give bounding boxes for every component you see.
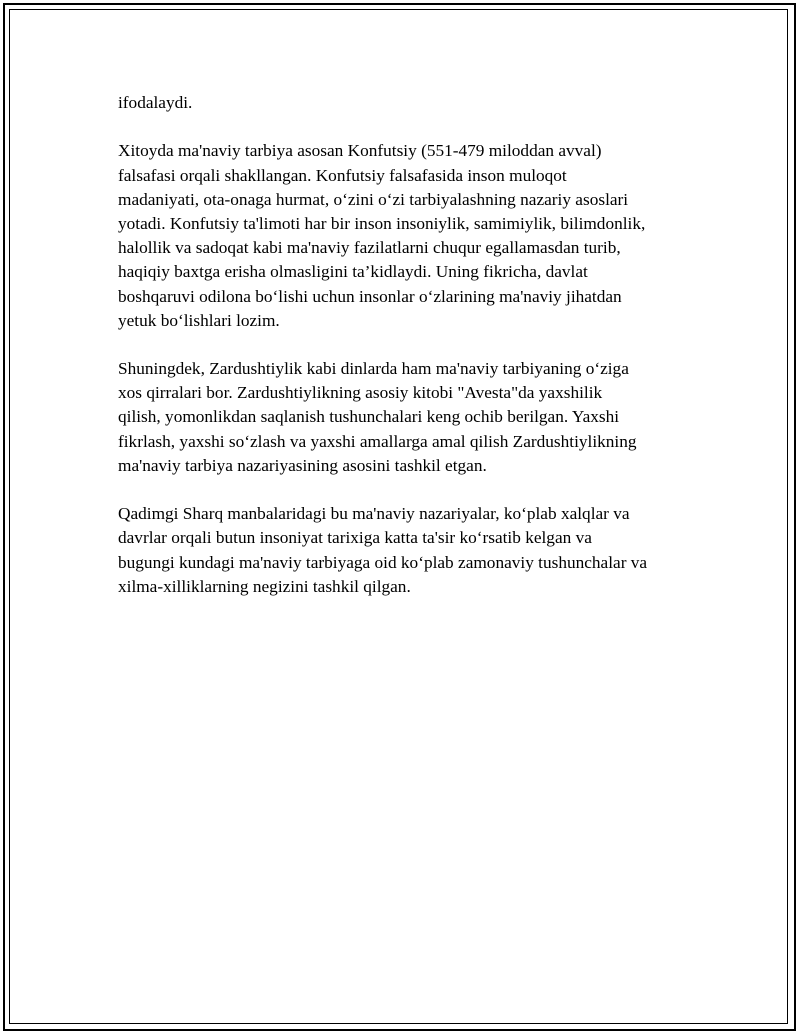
paragraph-qadimgi-sharq [118,502,718,599]
text-line: haqiqiy baxtga erisha olmasligini ta’kidlaydi. Uning fikricha, davlat [118,262,588,282]
text-line: davrlar orqali butun insoniyat tarixiga katta ta'sir ko‘rsatib kelgan va [118,528,592,548]
text-line: yetuk bo‘lishlari lozim. [118,310,280,330]
text-line: falsafasi orqali shakllangan. Konfutsiy falsafasida inson muloqot [118,165,567,185]
text-line: boshqaruvi odilona bo‘lishi uchun insonlar o‘zlarining ma'naviy jihatdan [118,286,622,306]
text-line: qilish, yomonlikdan saqlanish tushunchalari keng ochib berilgan. Yaxshi [118,407,620,427]
text-line: Shuningdek, Zardushtiylik kabi dinlarda ham ma'naviy tarbiyaning o‘ziga [118,359,629,379]
paragraph-continuation [118,91,718,115]
text-line: madaniyati, ota-onaga hurmat, o‘zini o‘zi tarbiyalashning nazariy asoslari [118,189,629,209]
text-line: bugungi kundagi ma'naviy tarbiyaga oid ko‘plab zamonaviy tushunchalar va [118,552,648,572]
text-line: ifodalaydi. [118,93,193,112]
text-line: fikrlash, yaxshi so‘zlash va yaxshi amallarga amal qilish Zardushtiylikning [118,431,637,451]
text-line: Xitoyda ma'naviy tarbiya asosan Konfutsiy (551-479 miloddan avval) [118,141,602,161]
text-line: ma'naviy tarbiya nazariyasining asosini tashkil etgan. [118,455,487,475]
paragraph-konfutsiy [118,139,718,333]
text-line: xos qirralari bor. Zardushtiylikning asosiy kitobi "Avesta"da yaxshilik [118,383,603,403]
text-line: halollik va sadoqat kabi ma'naviy fazilatlarni chuqur egallamasdan turib, [118,238,621,258]
text-line: Qadimgi Sharq manbalaridagi bu ma'naviy nazariyalar, ko‘plab xalqlar va [118,504,630,524]
document-body [118,91,718,623]
text-line: xilma-xilliklarning negizini tashkil qilgan. [118,576,411,596]
text-line: yotadi. Konfutsiy ta'limoti har bir inson insoniylik, samimiylik, bilimdonlik, [118,213,646,233]
paragraph-zardushtiylik [118,357,718,478]
